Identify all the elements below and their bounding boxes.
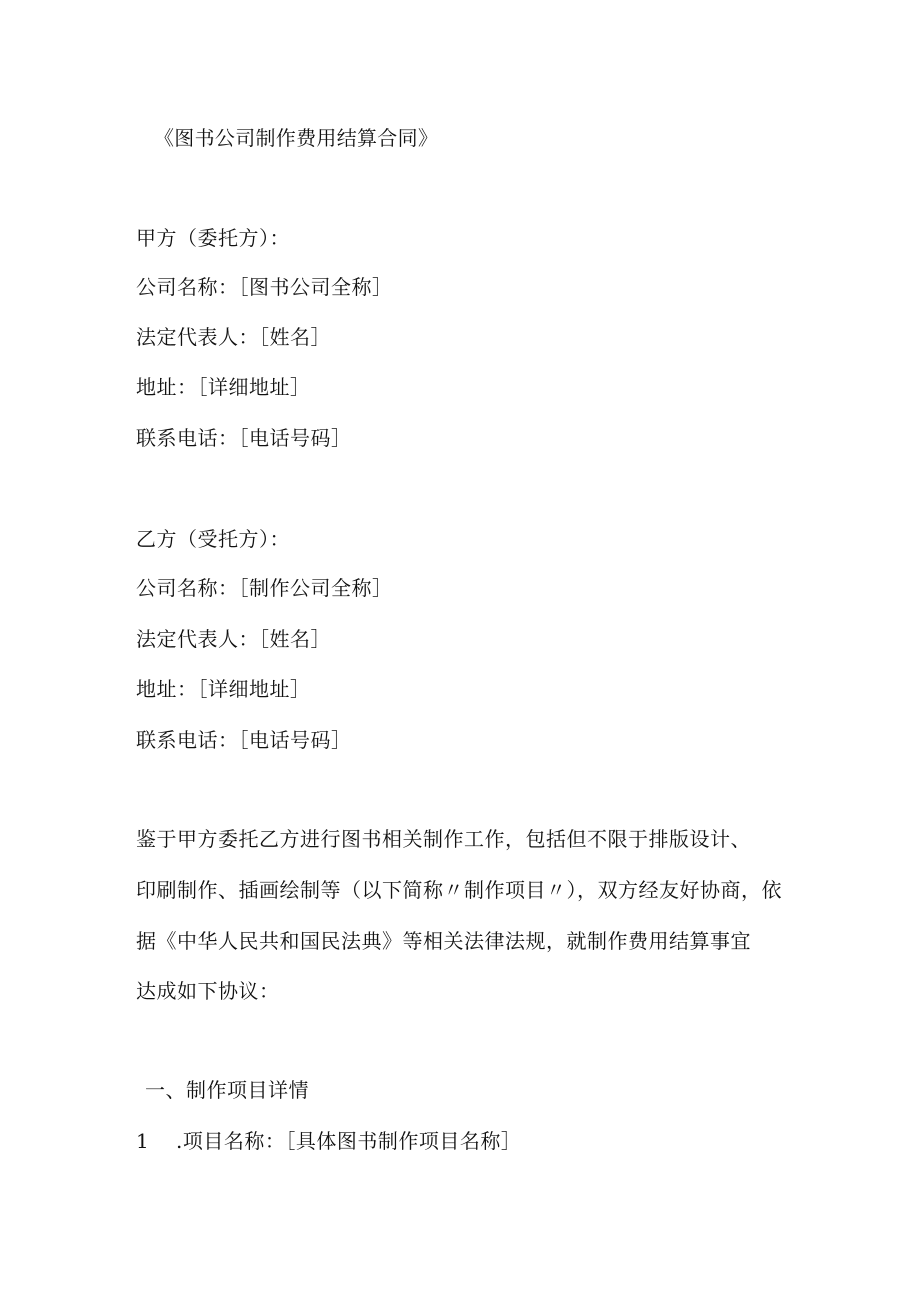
party-a-phone: 联系电话：［电话号码］ (136, 426, 352, 450)
party-a-legal-representative: 法定代表人：［姓名］ (136, 325, 331, 349)
party-b-address: 地址：［详细地址］ (136, 677, 311, 701)
contract-title: 《图书公司制作费用结算合同》 (154, 126, 439, 150)
party-b-phone: 联系电话：［电话号码］ (136, 728, 352, 752)
preamble-line-2: 印刷制作、插画绘制等（以下简称〃制作项目〃），双方经友好协商，依 (136, 878, 782, 902)
item-number: 1 (136, 1129, 150, 1153)
project-name-text: .项目名称：［具体图书制作项目名称］ (176, 1129, 522, 1153)
section-heading-project-details: 一、制作项目详情 (145, 1078, 309, 1102)
preamble-line-3: 据《中华人民共和国民法典》等相关法律法规，就制作费用结算事宜 (136, 929, 751, 953)
party-a-heading: 甲方（委托方）： (136, 226, 290, 250)
party-b-heading: 乙方（受托方）： (136, 527, 290, 551)
party-a-address: 地址：［详细地址］ (136, 375, 311, 399)
preamble-line-4: 达成如下协议： (136, 979, 280, 1003)
project-name-item (136, 1131, 521, 1151)
preamble-line-1: 鉴于甲方委托乙方进行图书相关制作工作，包括但不限于排版设计、 (136, 827, 751, 851)
party-b-legal-representative: 法定代表人：［姓名］ (136, 627, 331, 651)
party-b-company-name: 公司名称：［制作公司全称］ (136, 576, 393, 600)
party-a-company-name: 公司名称：［图书公司全称］ (136, 275, 393, 299)
